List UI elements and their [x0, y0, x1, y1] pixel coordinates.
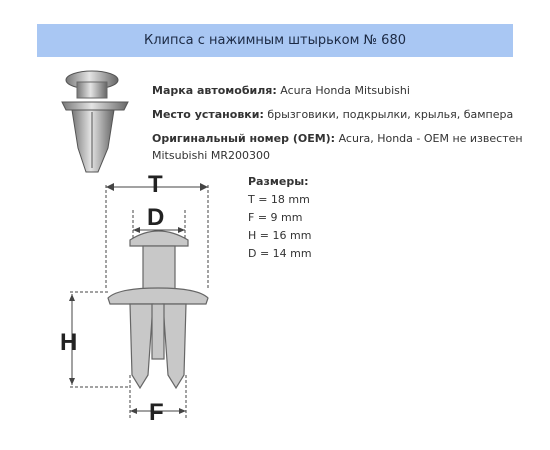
brand-label: Марка автомобиля: — [152, 84, 277, 97]
oem-value-line2: Mitsubishi MR200300 — [152, 149, 270, 162]
oem-value-line1: Acura, Honda - OEM не известен — [338, 132, 523, 145]
info-block — [152, 82, 532, 171]
page-title: Клипса с нажимным штырьком № 680 — [143, 33, 406, 48]
label-t: T — [148, 171, 163, 198]
label-h: H — [60, 329, 78, 356]
sizes-block — [248, 173, 312, 263]
size-f: F = 9 mm — [248, 211, 303, 224]
place-row — [152, 106, 532, 123]
label-f: F — [149, 399, 164, 426]
oem-row — [152, 130, 532, 164]
sizes-title: Размеры: — [248, 175, 309, 188]
dimension-drawing — [48, 170, 238, 450]
brand-row — [152, 82, 532, 99]
place-value: брызговики, подкрылки, крылья, бампера — [267, 108, 514, 121]
page-header — [37, 24, 513, 57]
label-d: D — [147, 204, 165, 231]
size-t: T = 18 mm — [248, 193, 310, 206]
brand-value: Acura Honda Mitsubishi — [280, 84, 410, 97]
size-d: D = 14 mm — [248, 247, 312, 260]
place-label: Место установки: — [152, 108, 264, 121]
oem-label: Оригинальный номер (OEM): — [152, 132, 336, 145]
size-h: H = 16 mm — [248, 229, 312, 242]
clip-photo — [46, 68, 146, 176]
